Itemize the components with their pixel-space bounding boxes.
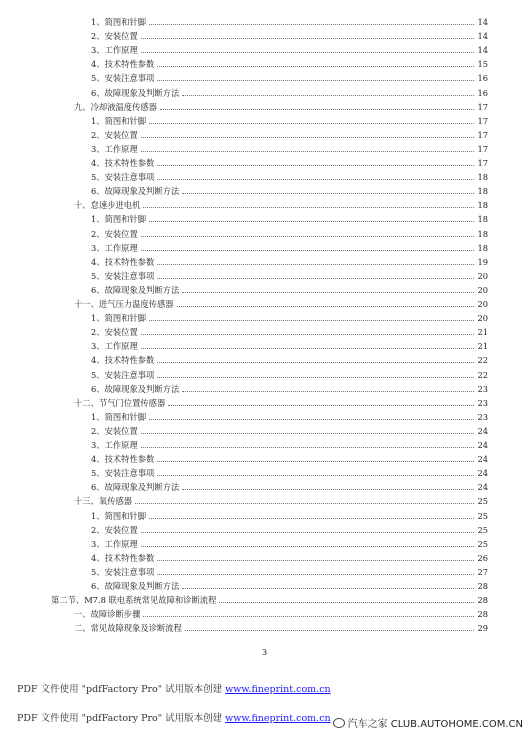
toc-entry-page: 22 — [477, 369, 488, 380]
toc-entry-label: 5、安装注意事项 — [91, 270, 155, 281]
toc-entry[interactable] — [0, 27, 488, 41]
toc-entry[interactable] — [0, 239, 488, 253]
toc-entry-label: 4、技术特性参数 — [91, 256, 155, 267]
toc-entry[interactable] — [0, 140, 488, 154]
toc-leader-dots — [141, 137, 475, 138]
toc-entry-label: 3、工作原理 — [91, 143, 138, 154]
footer-link[interactable]: www.fineprint.com.cn — [225, 684, 331, 695]
toc-entry-page: 18 — [477, 242, 488, 253]
toc-entry-page: 21 — [477, 327, 488, 338]
toc-leader-dots — [157, 80, 474, 81]
toc-entry-page: 16 — [477, 87, 488, 98]
toc-entry[interactable] — [0, 591, 488, 605]
toc-entry-label: 第二节、M7.8 联电系统常见故障和诊断流程 — [51, 595, 217, 606]
toc-entry-page: 25 — [477, 496, 488, 507]
toc-leader-dots — [141, 433, 475, 434]
toc-entry[interactable] — [0, 69, 488, 83]
toc-entry-label: 1、简图和针脚 — [91, 17, 147, 27]
toc-entry-page: 24 — [477, 454, 488, 465]
watermark — [333, 715, 523, 730]
toc-entry-label: 1、简图和针脚 — [91, 411, 147, 422]
toc-entry[interactable] — [0, 563, 488, 577]
toc-leader-dots — [185, 630, 475, 631]
toc-entry-label: 1、简图和针脚 — [91, 510, 147, 521]
toc-entry-label: 1、简图和针脚 — [91, 214, 147, 225]
toc-entry-label: 九、冷却液温度传感器 — [74, 101, 157, 112]
toc-entry-label: 5、安装注意事项 — [91, 468, 155, 479]
toc-leader-dots — [182, 292, 474, 293]
toc-entry-page: 27 — [477, 566, 488, 577]
toc-leader-dots — [160, 109, 474, 110]
toc-entry[interactable] — [0, 154, 488, 168]
toc-entry-page: 20 — [477, 299, 488, 309]
toc-entry[interactable] — [0, 84, 488, 98]
toc-entry-label: 1、简图和针脚 — [91, 313, 147, 324]
toc-entry[interactable] — [0, 112, 488, 126]
toc-entry[interactable] — [0, 337, 488, 351]
toc-entry-page: 14 — [477, 31, 488, 42]
footer-text: PDF 文件使用 "pdfFactory Pro" 试用版本创建 — [17, 684, 226, 695]
toc-entry[interactable] — [0, 225, 488, 239]
toc-entry-page: 28 — [477, 595, 488, 606]
toc-entry-page: 14 — [477, 45, 488, 56]
toc-leader-dots — [182, 95, 474, 96]
toc-entry-page: 23 — [477, 411, 488, 422]
toc-entry-label: 2、安装位置 — [91, 425, 138, 436]
toc-entry-page: 28 — [477, 609, 488, 620]
toc-entry-label: 5、安装注意事项 — [91, 369, 155, 380]
toc-entry-label: 3、工作原理 — [91, 341, 138, 352]
toc-entry-page: 24 — [477, 440, 488, 450]
toc-entry[interactable] — [0, 281, 488, 295]
toc-entry-label: 6、故障现象及判断方法 — [91, 87, 180, 98]
toc-leader-dots — [157, 377, 474, 378]
toc-entry-label: 十三、氧传感器 — [74, 496, 133, 507]
toc-entry-page: 23 — [477, 383, 488, 394]
toc-entry-page: 22 — [477, 355, 488, 366]
toc-entry-page: 18 — [477, 186, 488, 197]
toc-leader-dots — [149, 518, 474, 519]
toc-entry-label: 4、技术特性参数 — [91, 552, 155, 563]
toc-entry[interactable] — [0, 309, 488, 323]
toc-entry-page: 18 — [477, 214, 488, 225]
toc-leader-dots — [141, 52, 475, 53]
toc-entry[interactable] — [0, 577, 488, 591]
toc-entry-page: 24 — [477, 482, 488, 493]
toc-entry[interactable] — [0, 605, 488, 619]
toc-entry[interactable] — [0, 182, 488, 196]
toc-leader-dots — [182, 588, 474, 589]
toc-entry-page: 23 — [477, 397, 488, 408]
toc-leader-dots — [219, 602, 474, 603]
toc-leader-dots — [149, 419, 474, 420]
toc-entry-label: 十二、节气门位置传感器 — [74, 397, 166, 408]
toc-leader-dots — [141, 546, 475, 547]
toc-leader-dots — [157, 179, 474, 180]
toc-entry[interactable] — [0, 13, 488, 27]
toc-leader-dots — [182, 489, 474, 490]
toc-entry-label: 4、技术特性参数 — [91, 59, 155, 70]
watermark-text: 汽车之家 CLUB.AUTOHOME.COM.CN — [347, 719, 523, 730]
toc-entry-label: 十一、进气压力温度传感器 — [74, 299, 174, 309]
toc-entry[interactable] — [0, 450, 488, 464]
toc-entry-page: 25 — [477, 524, 488, 535]
toc-entry[interactable] — [0, 380, 488, 394]
toc-entry[interactable] — [0, 366, 488, 380]
toc-entry[interactable] — [0, 492, 488, 506]
toc-leader-dots — [182, 391, 474, 392]
toc-leader-dots — [135, 503, 474, 504]
toc-entry-label: 2、安装位置 — [91, 524, 138, 535]
toc-entry-page: 26 — [477, 552, 488, 563]
toc-leader-dots — [157, 574, 474, 575]
toc-entry-page: 20 — [477, 313, 488, 324]
toc-entry-label: 6、故障现象及判断方法 — [91, 383, 180, 394]
toc-entry[interactable] — [0, 41, 488, 55]
toc-entry[interactable] — [0, 549, 488, 563]
toc-leader-dots — [141, 348, 475, 349]
toc-entry[interactable] — [0, 126, 488, 140]
toc-leader-dots — [141, 334, 475, 335]
toc-leader-dots — [157, 475, 474, 476]
toc-leader-dots — [182, 193, 474, 194]
toc-entry[interactable] — [0, 422, 488, 436]
toc-entry-page: 29 — [477, 623, 488, 634]
toc-entry-page: 20 — [477, 270, 488, 281]
toc-entry[interactable] — [0, 196, 488, 210]
toc-entry-label: 3、工作原理 — [91, 440, 138, 450]
toc-leader-dots — [149, 24, 474, 25]
toc-entry-label: 2、安装位置 — [91, 129, 138, 140]
toc-entry-page: 24 — [477, 468, 488, 479]
toc-entry-label: 4、技术特性参数 — [91, 158, 155, 168]
toc-entry-page: 25 — [477, 510, 488, 521]
toc-entry[interactable] — [0, 168, 488, 182]
toc-leader-dots — [157, 66, 474, 67]
toc-leader-dots — [149, 123, 474, 124]
toc-entry-page: 14 — [477, 17, 488, 27]
toc-entry-page: 20 — [477, 284, 488, 295]
toc-entry-label: 4、技术特性参数 — [91, 355, 155, 366]
toc-leader-dots — [149, 320, 474, 321]
toc-entry-page: 24 — [477, 425, 488, 436]
toc-leader-dots — [157, 362, 474, 363]
toc-entry-label: 1、简图和针脚 — [91, 115, 147, 126]
toc-entry-label: 一、故障诊断步骤 — [74, 609, 141, 620]
toc-leader-dots — [157, 560, 474, 561]
toc-leader-dots — [157, 165, 474, 166]
toc-entry-label: 4、技术特性参数 — [91, 454, 155, 465]
toc-entry-label: 6、故障现象及判断方法 — [91, 186, 180, 197]
toc-entry-page: 28 — [477, 581, 488, 591]
toc-leader-dots — [149, 221, 474, 222]
toc-entry[interactable] — [0, 351, 488, 365]
toc-entry-page: 17 — [477, 158, 488, 168]
footer-text: PDF 文件使用 "pdfFactory Pro" 试用版本创建 — [17, 713, 226, 724]
toc-leader-dots — [141, 447, 475, 448]
toc-entry[interactable] — [0, 521, 488, 535]
toc-leader-dots — [143, 616, 474, 617]
toc-entry-page: 19 — [477, 256, 488, 267]
toc-entry-page: 18 — [477, 172, 488, 183]
toc-entry-label: 2、安装位置 — [91, 228, 138, 239]
autohome-logo-icon — [333, 718, 345, 728]
toc-entry-page: 17 — [477, 115, 488, 126]
toc-entry[interactable] — [0, 210, 488, 224]
toc-entry-page: 25 — [477, 538, 488, 549]
toc-entry-label: 6、故障现象及判断方法 — [91, 482, 180, 493]
toc-entry[interactable] — [0, 408, 488, 422]
toc-entry-page: 21 — [477, 341, 488, 352]
toc-entry[interactable] — [0, 436, 488, 450]
toc-leader-dots — [141, 250, 475, 251]
pdf-footer-line-1 — [17, 681, 331, 695]
toc-entry[interactable] — [0, 535, 488, 549]
page-number: 3 — [261, 648, 268, 657]
toc-entry-label: 5、安装注意事项 — [91, 566, 155, 577]
toc-entry[interactable] — [0, 295, 488, 309]
toc-leader-dots — [141, 236, 475, 237]
toc-leader-dots — [177, 306, 475, 307]
toc-entry-label: 二、常见故障现象及诊断流程 — [74, 623, 182, 634]
footer-link[interactable]: www.fineprint.com.cn — [225, 713, 331, 724]
toc-leader-dots — [143, 207, 474, 208]
toc-leader-dots — [168, 405, 474, 406]
toc-entry[interactable] — [0, 55, 488, 69]
toc-entry-page: 18 — [477, 228, 488, 239]
toc-leader-dots — [157, 278, 474, 279]
toc-entry-label: 3、工作原理 — [91, 242, 138, 253]
toc-entry-label: 十、怠速步进电机 — [74, 200, 141, 211]
toc-entry-label: 3、工作原理 — [91, 538, 138, 549]
toc-entry-label: 5、安装注意事项 — [91, 172, 155, 183]
toc-entry-page: 18 — [477, 200, 488, 211]
toc-entry-page: 17 — [477, 129, 488, 140]
toc-entry[interactable] — [0, 253, 488, 267]
toc-entry[interactable] — [0, 478, 488, 492]
toc-entry-page: 15 — [477, 59, 488, 70]
toc-leader-dots — [141, 532, 475, 533]
toc-entry-label: 5、安装注意事项 — [91, 73, 155, 84]
toc-entry-label: 3、工作原理 — [91, 45, 138, 56]
toc-entry-page: 17 — [477, 143, 488, 154]
toc-leader-dots — [141, 151, 475, 152]
toc-entry[interactable] — [0, 464, 488, 478]
toc-entry[interactable] — [0, 507, 488, 521]
toc-leader-dots — [141, 38, 475, 39]
toc-entry[interactable] — [0, 267, 488, 281]
toc-entry-page: 16 — [477, 73, 488, 84]
toc-entry-label: 2、安装位置 — [91, 31, 138, 42]
toc-leader-dots — [157, 264, 474, 265]
toc-entry-label: 6、故障现象及判断方法 — [91, 581, 180, 591]
toc-entry-label: 6、故障现象及判断方法 — [91, 284, 180, 295]
pdf-footer-line-2 — [17, 710, 331, 724]
toc-entry-page: 17 — [477, 101, 488, 112]
toc-entry[interactable] — [0, 394, 488, 408]
toc-leader-dots — [157, 461, 474, 462]
toc-entry[interactable] — [0, 98, 488, 112]
toc-entry[interactable] — [0, 323, 488, 337]
toc-entry-label: 2、安装位置 — [91, 327, 138, 338]
toc-entry[interactable] — [0, 619, 488, 633]
